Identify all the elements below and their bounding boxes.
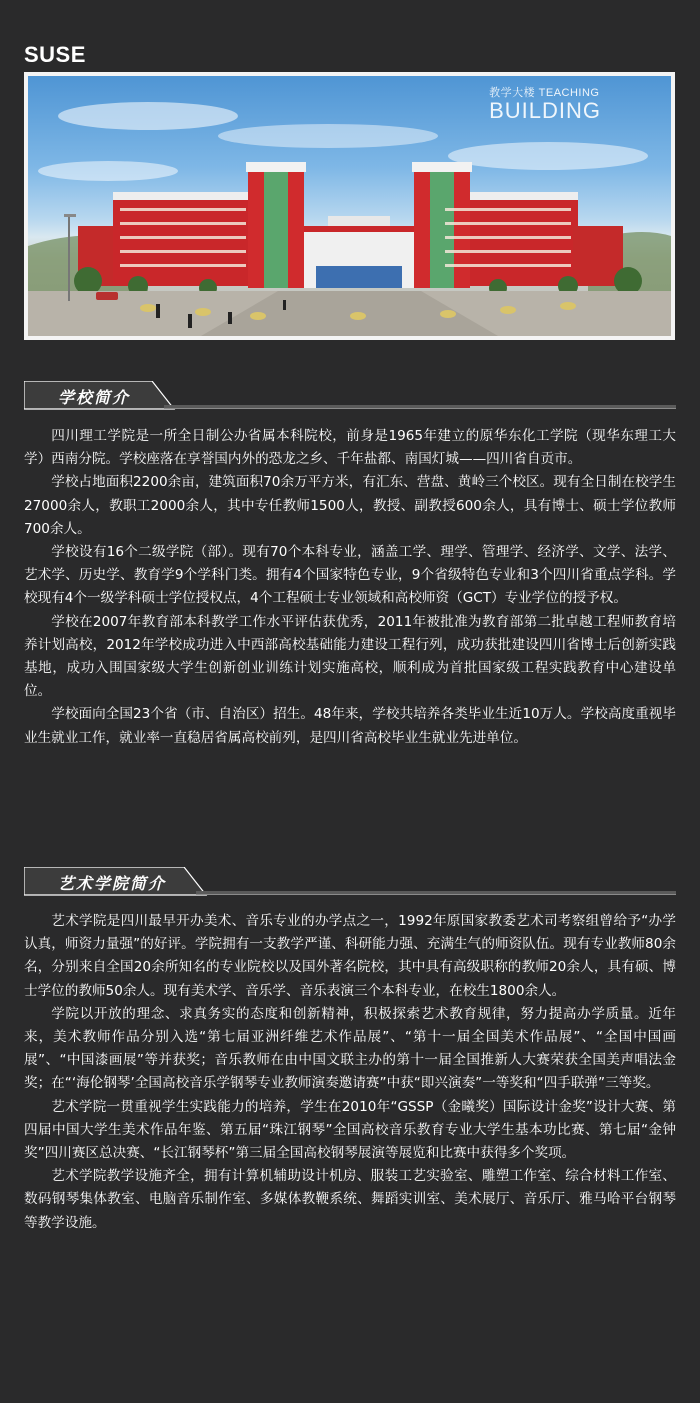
photo-caption [489,84,601,124]
school-intro-paragraph: 学校在2007年教育部本科教学工作水平评估获优秀，2011年被批准为教育部第二批卓越工程师教育培养计划高校，2012年学校成功进入中西部高校基础能力建设工程行列，成功获批建设四川省博士后创新实践基地，成功入围国家级大学生创新创业训练计划实施高校，顺利成为首批国家级工程实践教育中心建设单位。 [24,613,676,700]
teaching-building-photo-frame [24,72,675,340]
art-college-intro-header [24,867,676,895]
school-intro-text [24,425,676,750]
photo-caption-big: BUILDING [489,98,601,123]
school-intro-paragraph: 四川理工学院是一所全日制公办省属本科院校，前身是1965年建立的原华东化工学院（现华东理工大学）西南分院。学校座落在享誉国内外的恐龙之乡、千年盐都、南国灯城——四川省自贡市。 [24,428,676,468]
suse-logo: SUSE [24,42,86,67]
school-intro-title: 学校简介 [58,388,131,407]
art-college-intro-paragraph: 艺术学院是四川最早开办美术、音乐专业的办学点之一，1992年原国家教委艺术司考察组曾给予“办学认真，师资力量强”的好评。学院拥有一支教学严谨、科研能力强、充满生气的师资队伍。现有专业教师80余名，分别来自全国20余所知名的专业院校以及国外著名院校，其中具有高级职称的教师20余人，具有硕、博士学位的教师50余人。现有美术学、音乐学、音乐表演三个本科专业，在校生1800余人。 [24,913,676,999]
art-college-intro-text [24,910,676,1235]
school-intro-paragraph: 学校设有16个二级学院（部）。现有70个本科专业，涵盖工学、理学、管理学、经济学、文学、法学、艺术学、历史学、教育学9个学科门类。拥有4个国家特色专业，9个省级特色专业和3个四川省重点学科。学校现有4个一级学科硕士学位授权点，4个工程硕士专业领域和高校师资（GCT）专业学位的授予权。 [24,544,676,607]
art-college-intro-title: 艺术学院简介 [58,874,167,893]
school-intro-paragraph: 学校占地面积2200余亩，建筑面积70余万平方米，有汇东、营盘、黄岭三个校区。现有全日制在校学生27000余人，教职工2000余人，其中专任教师1500人，教授、副教授600余人，具有博士、硕士学位教师700余人。 [24,474,676,537]
art-college-intro-paragraph: 艺术学院一贯重视学生实践能力的培养，学生在2010年“GSSP（金曦奖）国际设计金奖”设计大赛、第四届中国大学生美术作品年鉴、第五届“珠江钢琴”全国高校音乐教育专业大学生基本功比赛、第七届“金钟奖”四川赛区总决赛、“长江钢琴杯”第三届全国高校钢琴展演等展览和比赛中获得多个奖项。 [24,1098,676,1162]
school-intro-paragraph: 学校面向全国23个省（市、自治区）招生。48年来，学校共培养各类毕业生近10万人。学校高度重视毕业生就业工作，就业率一直稳居省属高校前列，是四川省高校毕业生就业先进单位。 [24,706,676,746]
photo-caption-small: 教学大楼 TEACHING [489,87,600,99]
art-college-intro-paragraph: 学院以开放的理念、求真务实的态度和创新精神，积极探索艺术教育规律，努力提高办学质量。近年来，美术教师作品分别入选“第七届亚洲纤维艺术作品展”、“第十一届全国美术作品展”、“全国中国画展”、“中国漆画展”等并获奖；音乐教师在由中国文联主办的第十一届全国推新人大赛荣获全国美声唱法金奖；在“‘海伦钢琴’全国高校音乐学钢琴专业教师演奏邀请赛”中获“即兴演奏”一等奖和“四手联弹”三等奖。 [24,1005,676,1092]
art-college-intro-paragraph: 艺术学院教学设施齐全，拥有计算机辅助设计机房、服装工艺实验室、雕塑工作室、综合材料工作室、数码钢琴集体教室、电脑音乐制作室、多媒体教鞭系统、舞蹈实训室、美术展厅、音乐厅、雅马哈平台钢琴等教学设施。 [24,1168,676,1231]
school-intro-header [24,381,676,409]
teaching-building-photo [28,76,671,336]
